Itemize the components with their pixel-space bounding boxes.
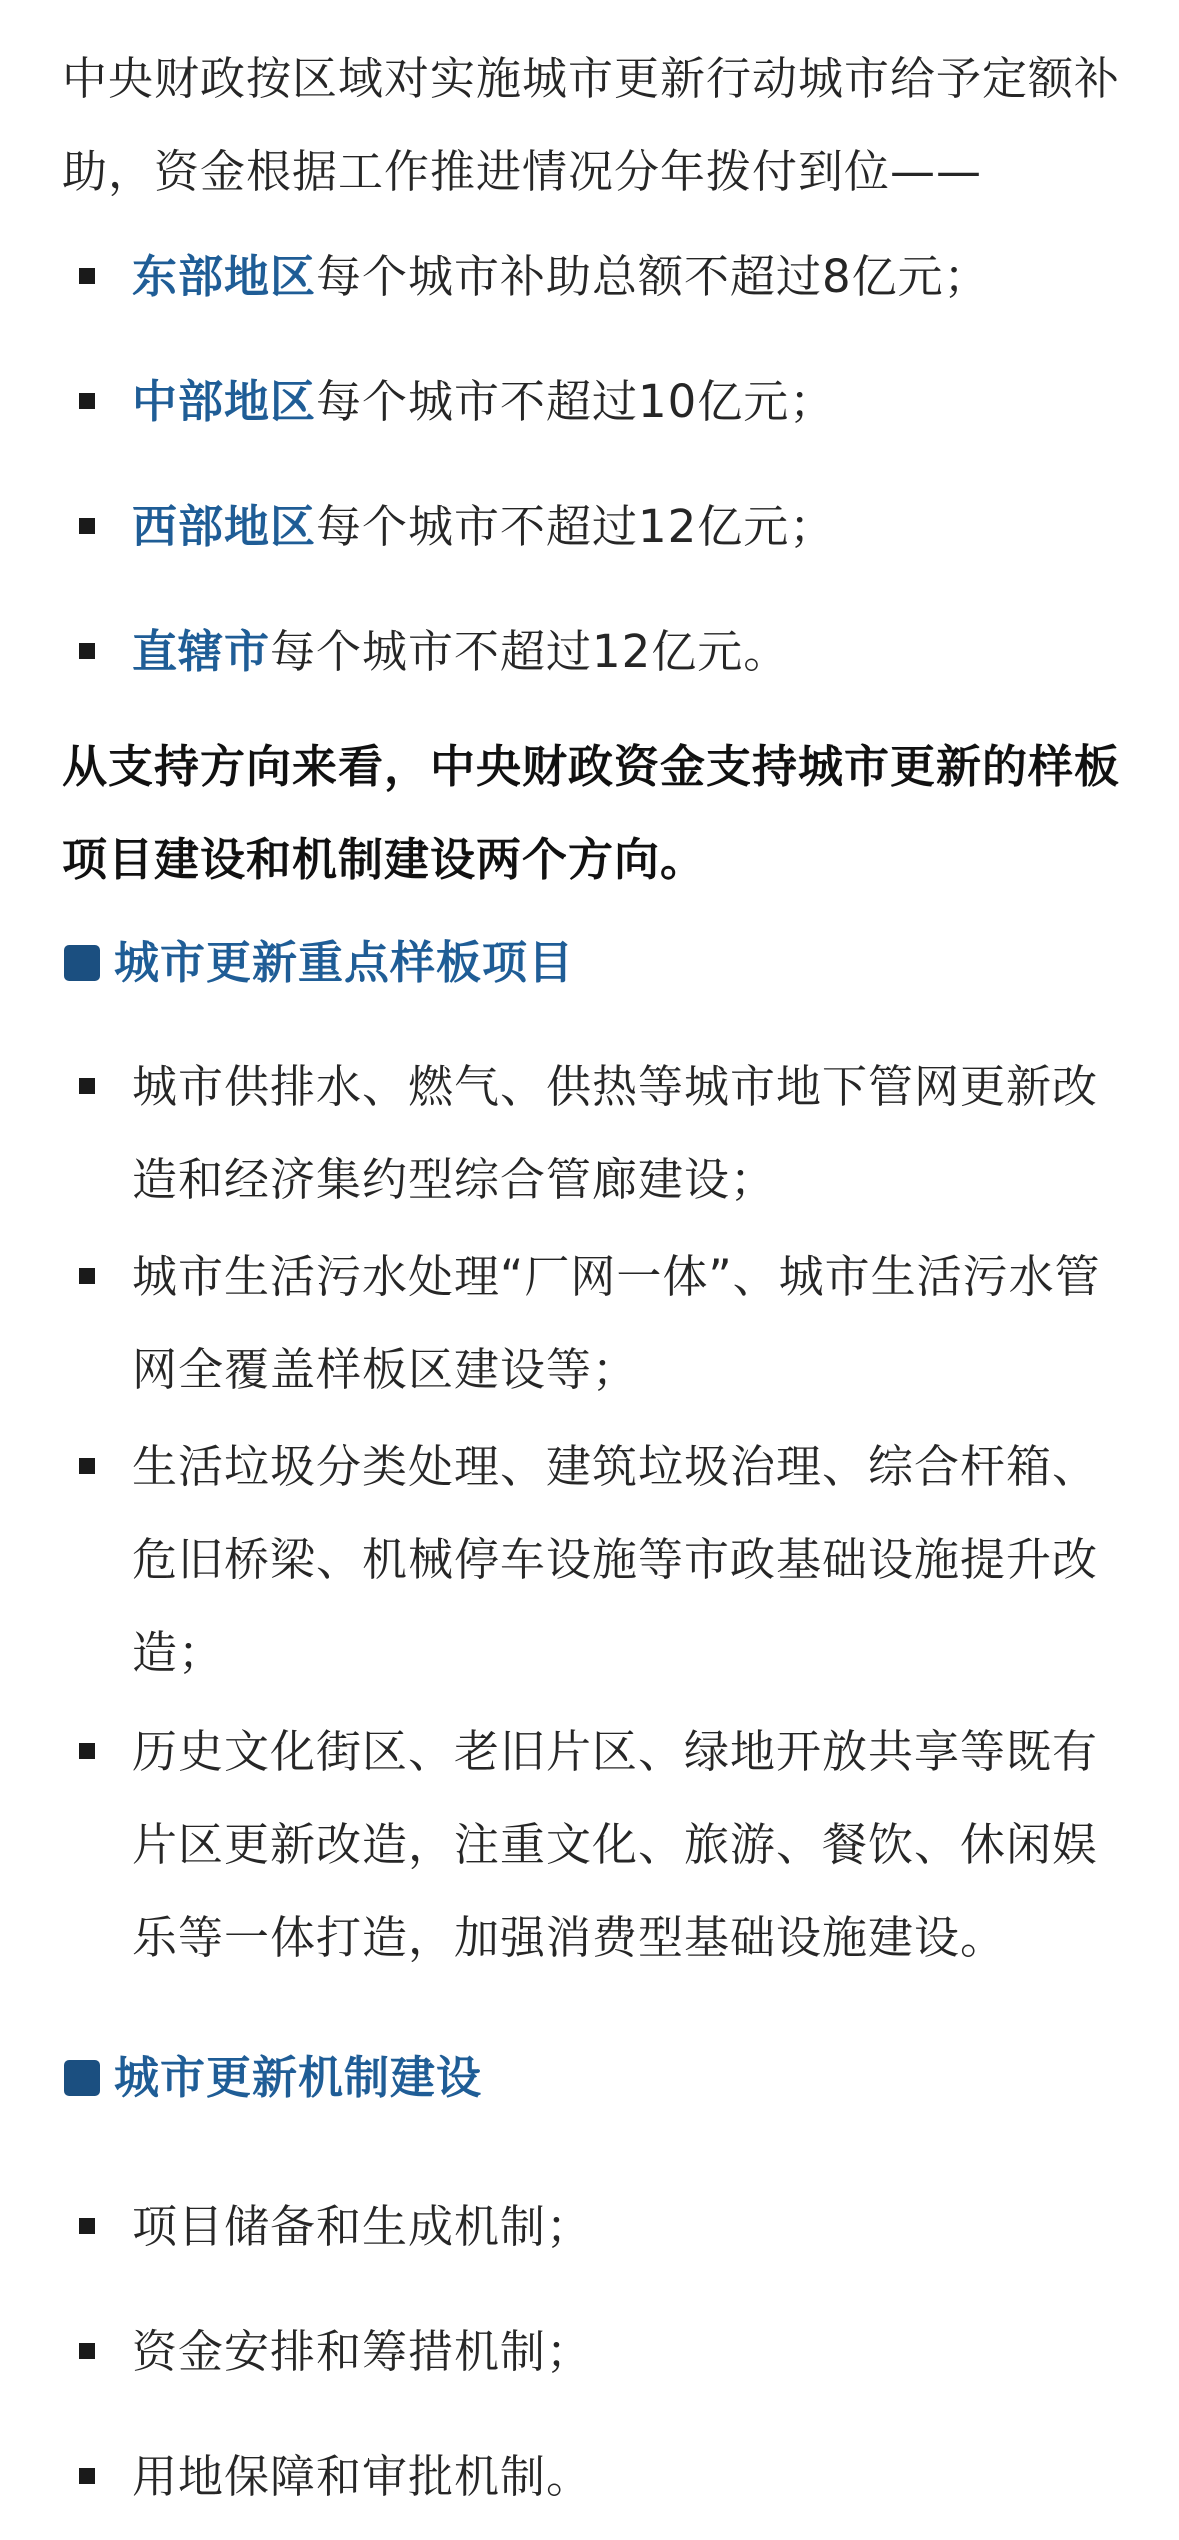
region-text: 每个城市不超过10亿元；: [316, 375, 836, 428]
list-item-text: 用地保障和审批机制。: [132, 2450, 593, 2503]
bullet-icon: [79, 268, 95, 284]
region-text: 每个城市补助总额不超过8亿元；: [316, 250, 990, 303]
section-title: 城市更新机制建设: [114, 2051, 483, 2104]
region-name: 西部地区: [132, 500, 317, 553]
bullet-icon: [79, 518, 95, 534]
list-item-text: 历史文化街区、老旧片区、绿地开放共享等既有片区更新改造，注重文化、旅游、餐饮、休闲娱乐等一体打造，加强消费型基础设施建设。: [132, 1725, 1099, 1964]
bullet-icon: [79, 1743, 95, 1759]
bullet-icon: [79, 2343, 95, 2359]
bullet-icon: [79, 2218, 95, 2234]
square-icon: [64, 2060, 100, 2096]
section-heading-mechanism: [62, 2031, 1062, 2124]
region-name: 东部地区: [132, 250, 317, 303]
region-name: 直辖市: [132, 625, 271, 678]
list-item-text: 生活垃圾分类处理、建筑垃圾治理、综合杆箱、危旧桥梁、机械停车设施等市政基础设施提升改造；: [132, 1440, 1099, 1679]
section-heading-projects: [62, 916, 1062, 1009]
region-text: 每个城市不超过12亿元。: [270, 625, 790, 678]
bullet-icon: [79, 1078, 95, 1094]
list-item-text: 城市生活污水处理“厂网一体”、城市生活污水管网全覆盖样板区建设等；: [132, 1250, 1101, 1396]
list-item-text: 项目储备和生成机制；: [132, 2200, 593, 2253]
bullet-icon: [79, 2468, 95, 2484]
bullet-icon: [79, 643, 95, 659]
intro-paragraph: 中央财政按区域对实施城市更新行动城市给予定额补助，资金根据工作推进情况分年拨付到位——: [62, 52, 1121, 198]
list-item-text: 城市供排水、燃气、供热等城市地下管网更新改造和经济集约型综合管廊建设；: [132, 1060, 1099, 1206]
bullet-icon: [79, 1268, 95, 1284]
region-name: 中部地区: [132, 375, 317, 428]
region-text: 每个城市不超过12亿元；: [316, 500, 836, 553]
bullet-icon: [79, 1458, 95, 1474]
summary-paragraph: 从支持方向来看，中央财政资金支持城市更新的样板项目建设和机制建设两个方向。: [62, 740, 1121, 886]
square-icon: [64, 945, 100, 981]
list-item-text: 资金安排和筹措机制；: [132, 2325, 593, 2378]
section-title: 城市更新重点样板项目: [114, 936, 575, 989]
bullet-icon: [79, 393, 95, 409]
